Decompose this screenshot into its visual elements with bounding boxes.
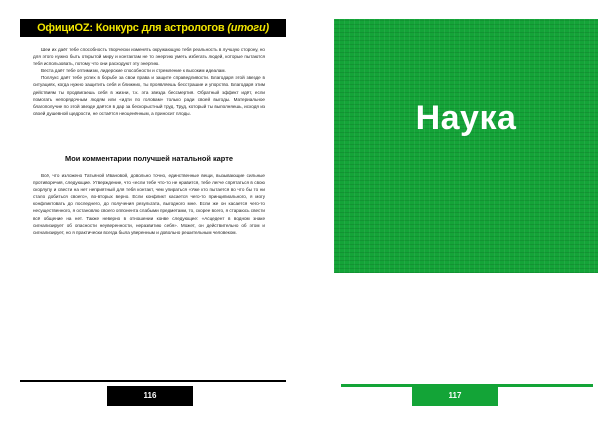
- section-title: Наука: [415, 99, 517, 137]
- section-heading: Мои комментарии получшей натальной карте: [65, 154, 233, 163]
- footer-rule: [20, 380, 286, 382]
- section-cover-block: [334, 19, 598, 273]
- header-bar: [20, 19, 286, 37]
- paragraph: Веста даёт тебе оптимизм, лидерские способности и стремление к высоким идеалам.: [41, 68, 226, 74]
- header-tag: (итоги): [227, 22, 269, 34]
- paragraph: Всё, что изложено Татьяной Ивановой, довольно точно, единственные вещи, вызывающие сильные противоречия, следующие. Утверждение, что «если тебе что-то не нравится, тебе легче спрятаться в свою скорлупу и свести на нет неприятный для тебя контакт, чем упираться «Уже кто пытается во что бы то ни стало добиться своего», во-вторых верно. Если конфликт касается чего-то принципиального, я могу конфликтовать до последнего, до получения результата, выгодного мне. Если же он касается чего-то несущественного, я остановлю своего оппонента слабыми предметами, то, скорее всего, я стараюсь свести всё общение на нет. Также неверно в отношении конве следующее: «Асцедент в водном знаке сигнализирует об опасности неуверенности, неразвитию себя». Может, он действительно об этом и сигнализирует, но я практически всегда была уверенным и довольно решительным человеком.: [33, 173, 265, 235]
- paragraph: Поллукс даёт тебе успех в борьбе за свои права и защите справедливости. Благодаря этой звезде в ситуациях, когда нужно защитить себя и ближних, ты проявляешь бесстрашие и упорство. Благодаря этим действиям ты продвигаешь себя в жизни, т.к. эта звезда бессмертия. Обратный эффект идёт, если помогать непорядочным людям или «идти по головам» только ради своей выгоды. Материальное благополучие по этой звезде даётся в дар за бескорыстный труд. Труд, который ты выполняешь, исходя из своей душевной щедрости, не остаётся неоценённым, а приносит плоды.: [33, 75, 265, 116]
- page-number-left: 116: [107, 386, 193, 406]
- header-title: ОфициOZ: Конкурс для астрологов: [37, 22, 228, 34]
- article-body-top: [33, 46, 265, 117]
- right-page: [300, 0, 600, 424]
- article-body-bottom: [33, 172, 265, 236]
- page-number-right: 117: [412, 386, 498, 406]
- paragraph: Шеи их даёт тебе способность творчески изменять окружающую тебя реальность в лучшую сторону, но для этого нужно быть открытой миру и контактам не то энергию уметь избегать людей, которые пытаются тебя использовать, потому что они расходуют эту энергию.: [33, 47, 265, 67]
